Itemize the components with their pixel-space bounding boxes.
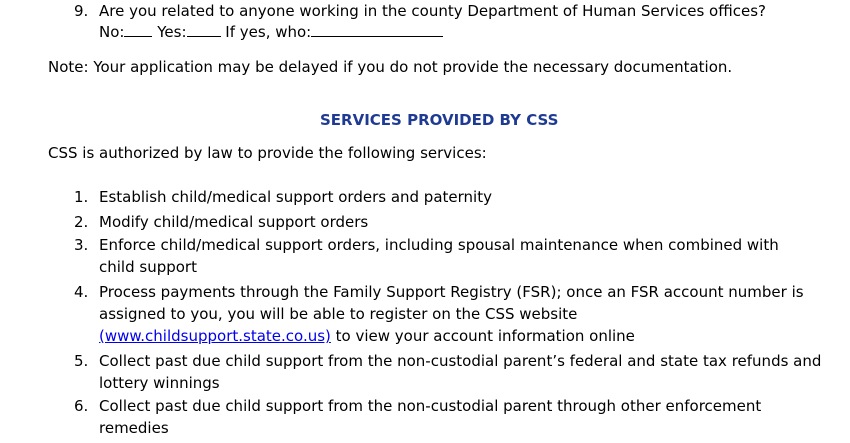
- service-item-6-text-line-1: Collect past due child support from the non-custodial parent through other enforcement: [99, 397, 762, 415]
- no-label: No:: [99, 23, 125, 41]
- service-item-4-text-line-3: [99, 326, 635, 346]
- css-website-link[interactable]: (www.childsupport.state.co.us): [99, 327, 331, 345]
- service-item-4-text-line-2: assigned to you, you will be able to register on the CSS website: [99, 305, 578, 323]
- service-item-4-after-link: to view your account information online: [330, 327, 635, 345]
- question-9-number: 9.: [74, 2, 89, 20]
- service-item-6-number: 6.: [74, 397, 89, 415]
- who-label: If yes, who:: [225, 23, 312, 41]
- note-text: Note: Your application may be delayed if you do not provide the necessary documentation.: [48, 58, 733, 76]
- service-item-3-number: 3.: [74, 236, 89, 254]
- question-9-text: Are you related to anyone working in the county Department of Human Services offices?: [99, 2, 766, 20]
- yes-answer-blank[interactable]: [187, 22, 221, 37]
- services-intro: CSS is authorized by law to provide the following services:: [48, 144, 487, 162]
- who-answer-blank[interactable]: [311, 22, 443, 37]
- service-item-5-number: 5.: [74, 352, 89, 370]
- question-9-answer-row: [99, 22, 443, 42]
- service-item-4-text-line-1: Process payments through the Family Support Registry (FSR); once an FSR account number is: [99, 283, 804, 301]
- service-item-5-text-line-2: lottery winnings: [99, 374, 220, 392]
- service-item-4-number: 4.: [74, 283, 89, 301]
- service-item-1-text: Establish child/medical support orders and paternity: [99, 188, 492, 206]
- service-item-2-text: Modify child/medical support orders: [99, 213, 369, 231]
- service-item-3-text-line-1: Enforce child/medical support orders, including spousal maintenance when combined with: [99, 236, 779, 254]
- services-heading: SERVICES PROVIDED BY CSS: [320, 111, 559, 129]
- service-item-6-text-line-2: remedies: [99, 419, 169, 437]
- service-item-2-number: 2.: [74, 213, 89, 231]
- yes-label: Yes:: [157, 23, 187, 41]
- service-item-3-text-line-2: child support: [99, 258, 197, 276]
- service-item-1-number: 1.: [74, 188, 89, 206]
- no-answer-blank[interactable]: [124, 22, 152, 37]
- service-item-5-text-line-1: Collect past due child support from the non-custodial parent’s federal and state tax refunds and: [99, 352, 822, 370]
